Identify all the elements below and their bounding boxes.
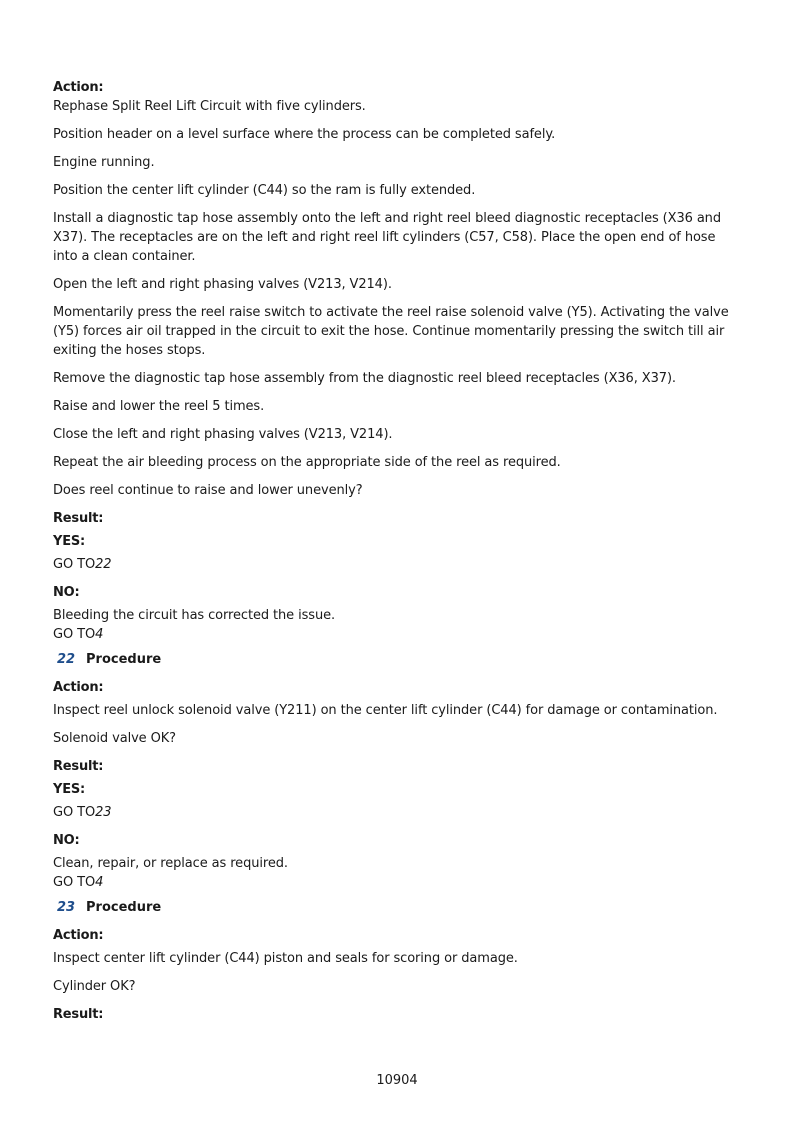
no-goto xyxy=(53,873,743,892)
procedure-heading xyxy=(53,898,743,917)
action-heading: Action: xyxy=(53,80,104,95)
question-text: Solenoid valve OK? xyxy=(53,731,176,746)
goto-text: GO TO xyxy=(53,627,96,642)
action-heading: Action: xyxy=(53,680,104,695)
goto-step-link[interactable]: 4 xyxy=(95,627,104,642)
result-heading: Result: xyxy=(53,1007,104,1022)
page-number: 10904 xyxy=(376,1073,418,1088)
step-text: Engine running. xyxy=(53,155,155,170)
goto-step-link[interactable]: 23 xyxy=(95,805,112,820)
step-text: Position header on a level surface where the process can be completed safely. xyxy=(53,127,556,142)
yes-goto xyxy=(53,555,743,574)
step-text: Close the left and right phasing valves (V213, V214). xyxy=(53,427,393,442)
goto-step-link[interactable]: 4 xyxy=(95,875,104,890)
goto-text: GO TO xyxy=(53,557,96,572)
no-label: NO: xyxy=(53,585,80,600)
step-text: Raise and lower the reel 5 times. xyxy=(53,399,265,414)
document-body xyxy=(53,78,743,1024)
no-text: Bleeding the circuit has corrected the issue. xyxy=(53,608,336,623)
goto-text: GO TO xyxy=(53,805,96,820)
no-label: NO: xyxy=(53,833,80,848)
goto-step-link[interactable]: 22 xyxy=(95,557,112,572)
procedure-number: 23 xyxy=(57,900,76,915)
step-text: Install a diagnostic tap hose assembly onto the left and right reel bleed diagnostic receptacles (X36 and X37). The receptacles are on the left and right reel lift cylinders (C57, C58). Place the open end of hose into a clean container. xyxy=(53,211,721,264)
procedure-title: Procedure xyxy=(86,900,162,915)
yes-label: YES: xyxy=(53,534,86,549)
no-text: Clean, repair, or replace as required. xyxy=(53,856,288,871)
action-heading: Action: xyxy=(53,928,104,943)
yes-label: YES: xyxy=(53,782,86,797)
no-goto xyxy=(53,625,743,644)
action-text: Inspect center lift cylinder (C44) piston and seals for scoring or damage. xyxy=(53,951,518,966)
question-text: Does reel continue to raise and lower unevenly? xyxy=(53,483,363,498)
procedure-number: 22 xyxy=(57,652,76,667)
step-text: Open the left and right phasing valves (V213, V214). xyxy=(53,277,392,292)
step-text: Position the center lift cylinder (C44) so the ram is fully extended. xyxy=(53,183,476,198)
action-text: Inspect reel unlock solenoid valve (Y211) on the center lift cylinder (C44) for damage or contamination. xyxy=(53,703,718,718)
question-text: Cylinder OK? xyxy=(53,979,136,994)
step-text: Remove the diagnostic tap hose assembly from the diagnostic reel bleed receptacles (X36, X37). xyxy=(53,371,676,386)
goto-text: GO TO xyxy=(53,875,96,890)
procedure-title: Procedure xyxy=(86,652,162,667)
step-text: Repeat the air bleeding process on the appropriate side of the reel as required. xyxy=(53,455,561,470)
step-text: Momentarily press the reel raise switch to activate the reel raise solenoid valve (Y5). Activating the valve (Y5) forces air oil trapped in the circuit to exit the hose. Continue momentarily pressing the switch till air exiting the hoses stops. xyxy=(53,305,729,358)
procedure-heading xyxy=(53,650,743,669)
step-text: Rephase Split Reel Lift Circuit with five cylinders. xyxy=(53,99,366,114)
result-heading: Result: xyxy=(53,511,104,526)
result-heading: Result: xyxy=(53,759,104,774)
yes-goto xyxy=(53,803,743,822)
